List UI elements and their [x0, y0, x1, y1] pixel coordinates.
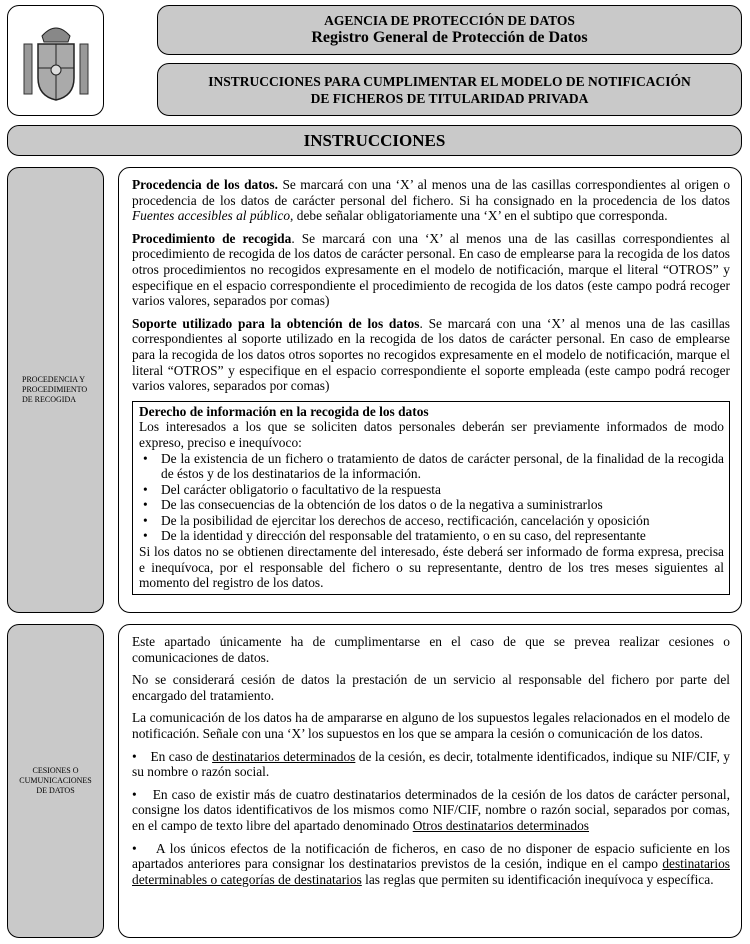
box-intro: Los interesados a los que se soliciten datos personales deberán ser previamente informados de modo expreso, preciso e inequívoco:: [139, 419, 724, 450]
procedencia-paragraph: Procedencia de los datos. Se marcará con una ‘X’ al menos una de las casillas correspondientes al origen o procedencia de los datos de carácter personal del fichero. Si ha consignado en la procedencia de los datos Fuentes accesibles al público, debe señalar obligatoriamente una ‘X’ en el subtipo que corresponda.: [132, 177, 731, 224]
bullet-paragraph: • En caso de destinatarios determinados de la cesión, es decir, totalmente identificados, indique su NIF/CIF, y su nombre o razón social.: [132, 748, 730, 780]
list-item: • De la existencia de un fichero o tratamiento de datos de carácter personal, de la finalidad de la recogida de éstos y de los destinatarios de la información.: [139, 451, 724, 482]
list-item: • De las consecuencias de la obtención de los datos o de la negativa a suministrarlos: [139, 497, 724, 513]
label-text: CESIONES O CUMUNICACIONES DE DATOS: [19, 766, 92, 795]
coat-of-arms-icon: [18, 18, 94, 104]
list-item: • De la posibilidad de ejercitar los derechos de acceso, rectificación, cancelación y oposición: [139, 513, 724, 529]
paragraph: No se considerará cesión de datos la prestación de un servicio al responsable del fichero por parte del encargado del tratamiento.: [132, 672, 730, 703]
agency-header: [157, 5, 742, 55]
paragraph: Este apartado únicamente ha de cumplimentarse en el caso de que se prevea realizar cesiones o comunicaciones de datos.: [132, 634, 730, 665]
derecho-informacion-box: [132, 401, 730, 595]
logo-box: [7, 5, 104, 116]
list-item: • De la identidad y dirección del responsable del tratamiento, o en su caso, del representante: [139, 528, 724, 544]
cesiones-content: [118, 624, 742, 938]
procedimiento-paragraph: Procedimiento de recogida. Se marcará con una ‘X’ al menos una de las casillas correspondientes al procedimiento de recogida de los datos de carácter personal. En caso de emplearse para la recogida de los datos otros procedimientos no recogidos expresamente en el modelo de notificación, marque el literal “OTROS” y especifique en el espacio correspondiente el procedimiento de recogida de los datos (este campo podrá recoger varios valores, separados por comas): [132, 230, 730, 309]
section-title-bar: [7, 125, 742, 156]
section-label-cesiones: [7, 624, 104, 938]
form-title: INSTRUCCIONES PARA CUMPLIMENTAR EL MODELO DE NOTIFICACIÓN DE FICHEROS DE TITULARIDAD PRIVADA: [208, 73, 691, 106]
label-text: PROCEDENCIA Y PROCEDIMIENTO DE RECOGIDA: [22, 375, 88, 404]
section-title: INSTRUCCIONES: [303, 130, 446, 150]
box-title: Derecho de información en la recogida de los datos: [139, 403, 429, 419]
paragraph: La comunicación de los datos ha de ampararse en alguno de los supuestos legales relacionados en el modelo de notificación. Señale con una ‘X’ los supuestos en los que se ampara la cesión o comunicación de los datos.: [132, 710, 730, 741]
agency-name: AGENCIA DE PROTECCIÓN DE DATOS: [324, 13, 575, 28]
bullet-paragraph: • En caso de existir más de cuatro destinatarios determinados de la cesión de los datos de carácter personal, consigne los datos identificativos de los mismos como NIF/CIF, nombre o razón social, separados por comas, en el campo de texto libre del apartado denominado Otros destinatarios determinados: [132, 786, 730, 833]
rights-list: [139, 451, 724, 545]
form-title-box: [157, 63, 742, 116]
procedencia-content: [118, 167, 742, 613]
registry-name: Registro General de Protección de Datos: [311, 29, 588, 46]
soporte-paragraph: Soporte utilizado para la obtención de los datos. Se marcará con una ‘X’ al menos una de las casillas correspondientes al soporte utilizado en la recogida de los datos de carácter personal. En caso de emplearse para la recogida de los datos otros soportes no recogidos expresamente en el modelo de notificación, marque el literal “OTROS” y especifique en el espacio correspondiente el soporte empleada (este campo podrá recoger varios valores, separados por comas): [132, 315, 730, 394]
bullet-paragraph: • A los únicos efectos de la notificación de ficheros, en caso de no disponer de espacio suficiente en los apartados anteriores para consignar los destinatarios previstos de la cesión, indique en el campo destinatarios determinables o categorías de destinatarios las reglas que permiten su identificación inequívoca y específica.: [132, 840, 730, 887]
box-outro: Si los datos no se obtienen directamente del interesado, éste deberá ser informado de forma expresa, precisa e inequívoca, por el responsable del fichero o su representante, dentro de los tres meses siguientes al momento del registro de los datos.: [139, 544, 724, 591]
list-item: • Del carácter obligatorio o facultativo de la respuesta: [139, 482, 724, 498]
section-label-procedencia: [7, 167, 104, 613]
